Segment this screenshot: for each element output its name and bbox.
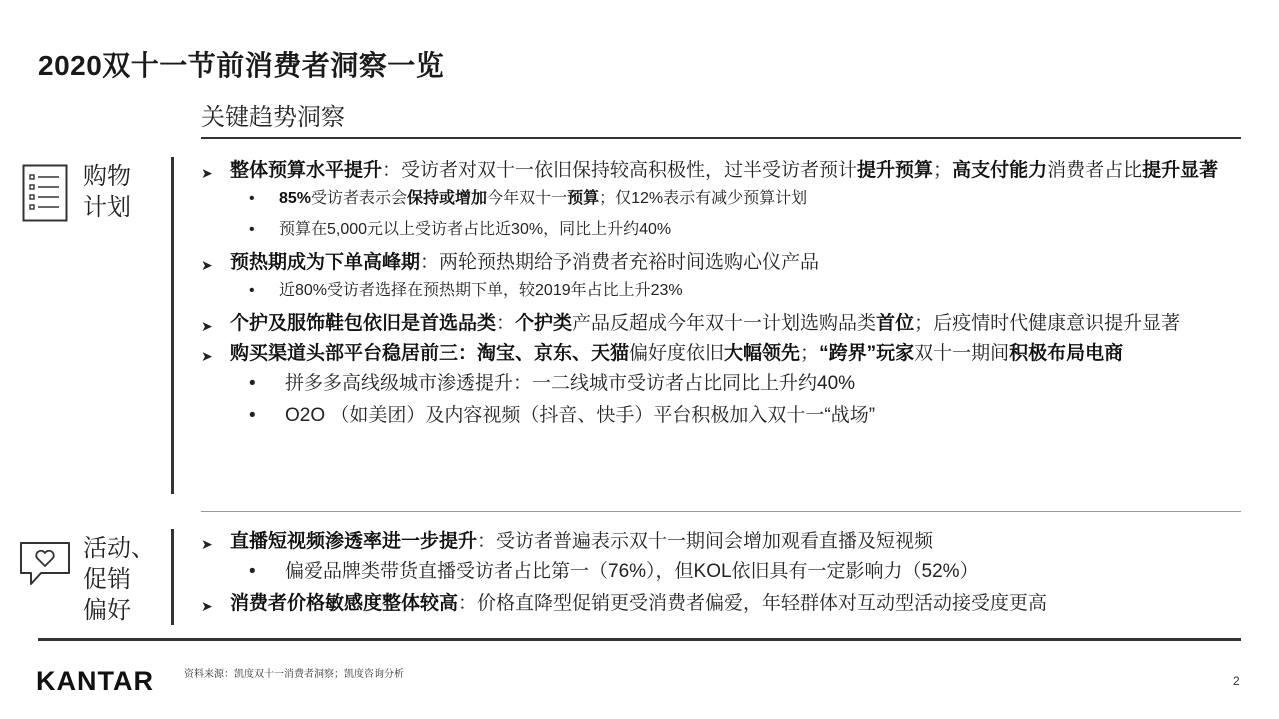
bold-text-run: 购买渠道头部平台稳居前三：淘宝、京东、天猫 xyxy=(230,343,630,364)
text-run: 消费者占比 xyxy=(1047,160,1143,181)
bold-text-run: 预热期成为下单高峰期 xyxy=(230,252,421,273)
bold-text-run: 积极布局电商 xyxy=(1009,343,1124,364)
bullet-item xyxy=(201,312,1246,335)
kantar-logo: KANTAR xyxy=(36,666,154,696)
source-note: 资料来源：凯度双十一消费者洞察；凯度咨询分析 xyxy=(184,669,404,680)
text-run: 近80%受访者选择在预热期下单，较2019年占比上升23% xyxy=(279,282,683,299)
divider-top xyxy=(201,137,1241,139)
sub-bullet-item xyxy=(201,189,1246,209)
arrow-bullet-icon: ➤ xyxy=(201,165,213,181)
bold-text-run: 个护类 xyxy=(515,313,573,334)
page-number: 2 xyxy=(1233,674,1240,688)
bold-text-run: 提升显著 xyxy=(1142,160,1219,181)
text-run: 偏爱品牌类带货直播受访者占比第一（76%），但KOL依旧具有一定影响力（52%） xyxy=(285,561,979,582)
section-heading: 关键趋势洞察 xyxy=(201,104,345,131)
text-run: ：受访者普遍表示双十一期间会增加观看直播及短视频 xyxy=(477,531,934,552)
text-run: 产品反超成今年双十一计划选购品类 xyxy=(572,313,877,334)
text-run: 拼多多高线级城市渗透提升：一二线城市受访者占比同比上升约40% xyxy=(285,373,856,394)
dot-bullet-icon: • xyxy=(249,282,255,299)
bullet-item xyxy=(201,342,1246,365)
dot-bullet-icon: • xyxy=(249,221,255,238)
dot-bullet-icon: • xyxy=(249,373,256,394)
sub-bullet-item xyxy=(201,281,1246,301)
page-title: 2020双十一节前消费者洞察一览 xyxy=(38,50,445,81)
sub-bullet-item xyxy=(201,404,1246,427)
dot-bullet-icon: • xyxy=(249,190,255,207)
dot-bullet-icon: • xyxy=(249,405,256,426)
arrow-bullet-icon: ➤ xyxy=(201,257,213,273)
section-bullets-shopping-plan xyxy=(201,159,1246,436)
bold-text-run: 大幅领先 xyxy=(724,343,801,364)
divider-middle xyxy=(201,511,1241,512)
section-label-shopping-plan: 购物 计划 xyxy=(83,163,131,221)
bold-text-run: 保持或增加 xyxy=(407,190,488,207)
bold-text-run: 个护及服饰鞋包依旧是首选品类 xyxy=(230,313,497,334)
text-run: ； xyxy=(933,160,953,181)
arrow-bullet-icon: ➤ xyxy=(201,318,213,334)
text-run: ；仅12%表示有减少预算计划 xyxy=(599,190,808,207)
text-run: ：两轮预热期给予消费者充裕时间选购心仪产品 xyxy=(420,252,820,273)
text-run: 受访者表示会 xyxy=(311,190,408,207)
bold-text-run: 高支付能力 xyxy=(952,160,1048,181)
bold-text-run: 提升预算 xyxy=(857,160,934,181)
text-run: 双十一期间 xyxy=(914,343,1010,364)
bold-text-run: 首位 xyxy=(876,313,915,334)
bold-text-run: 85% xyxy=(279,190,312,207)
bullet-item xyxy=(201,592,1246,615)
divider-bottom xyxy=(38,638,1241,641)
text-run: 偏好度依旧 xyxy=(629,343,725,364)
bullet-item xyxy=(201,159,1246,182)
bold-text-run: 预算 xyxy=(567,190,600,207)
text-run: ；后疫情时代健康意识提升显著 xyxy=(914,313,1181,334)
section-label-promotion-preference: 活动、 促销 偏好 xyxy=(83,535,155,624)
arrow-bullet-icon: ➤ xyxy=(201,598,213,614)
bold-text-run: 消费者价格敏感度整体较高 xyxy=(230,593,459,614)
section-divider-vertical xyxy=(171,529,174,625)
text-run: ：受访者对双十一依旧保持较高积极性，过半受访者预计 xyxy=(382,160,858,181)
checklist-icon xyxy=(22,164,68,227)
section-divider-vertical xyxy=(171,157,174,494)
text-run: O2O （如美团）及内容视频（抖音、快手）平台积极加入双十一“战场” xyxy=(285,405,876,426)
section-bullets-promotion-preference xyxy=(201,530,1246,622)
sub-bullet-item xyxy=(201,560,1246,583)
sub-bullet-item xyxy=(201,372,1246,395)
text-run: ：价格直降型促销更受消费者偏爱，年轻群体对互动型活动接受度更高 xyxy=(458,593,1048,614)
sub-bullet-item xyxy=(201,220,1246,240)
text-run: ： xyxy=(496,313,516,334)
arrow-bullet-icon: ➤ xyxy=(201,348,213,364)
text-run: 今年双十一 xyxy=(487,190,568,207)
bold-text-run: “跨界”玩家 xyxy=(819,343,915,364)
arrow-bullet-icon: ➤ xyxy=(201,536,213,552)
heart-speech-bubble-icon xyxy=(19,541,71,592)
dot-bullet-icon: • xyxy=(249,561,256,582)
text-run: ； xyxy=(800,343,820,364)
bold-text-run: 直播短视频渗透率进一步提升 xyxy=(230,531,478,552)
text-run: 预算在5,000元以上受访者占比近30%，同比上升约40% xyxy=(279,221,672,238)
bold-text-run: 整体预算水平提升 xyxy=(230,160,383,181)
bullet-item xyxy=(201,251,1246,274)
bullet-item xyxy=(201,530,1246,553)
